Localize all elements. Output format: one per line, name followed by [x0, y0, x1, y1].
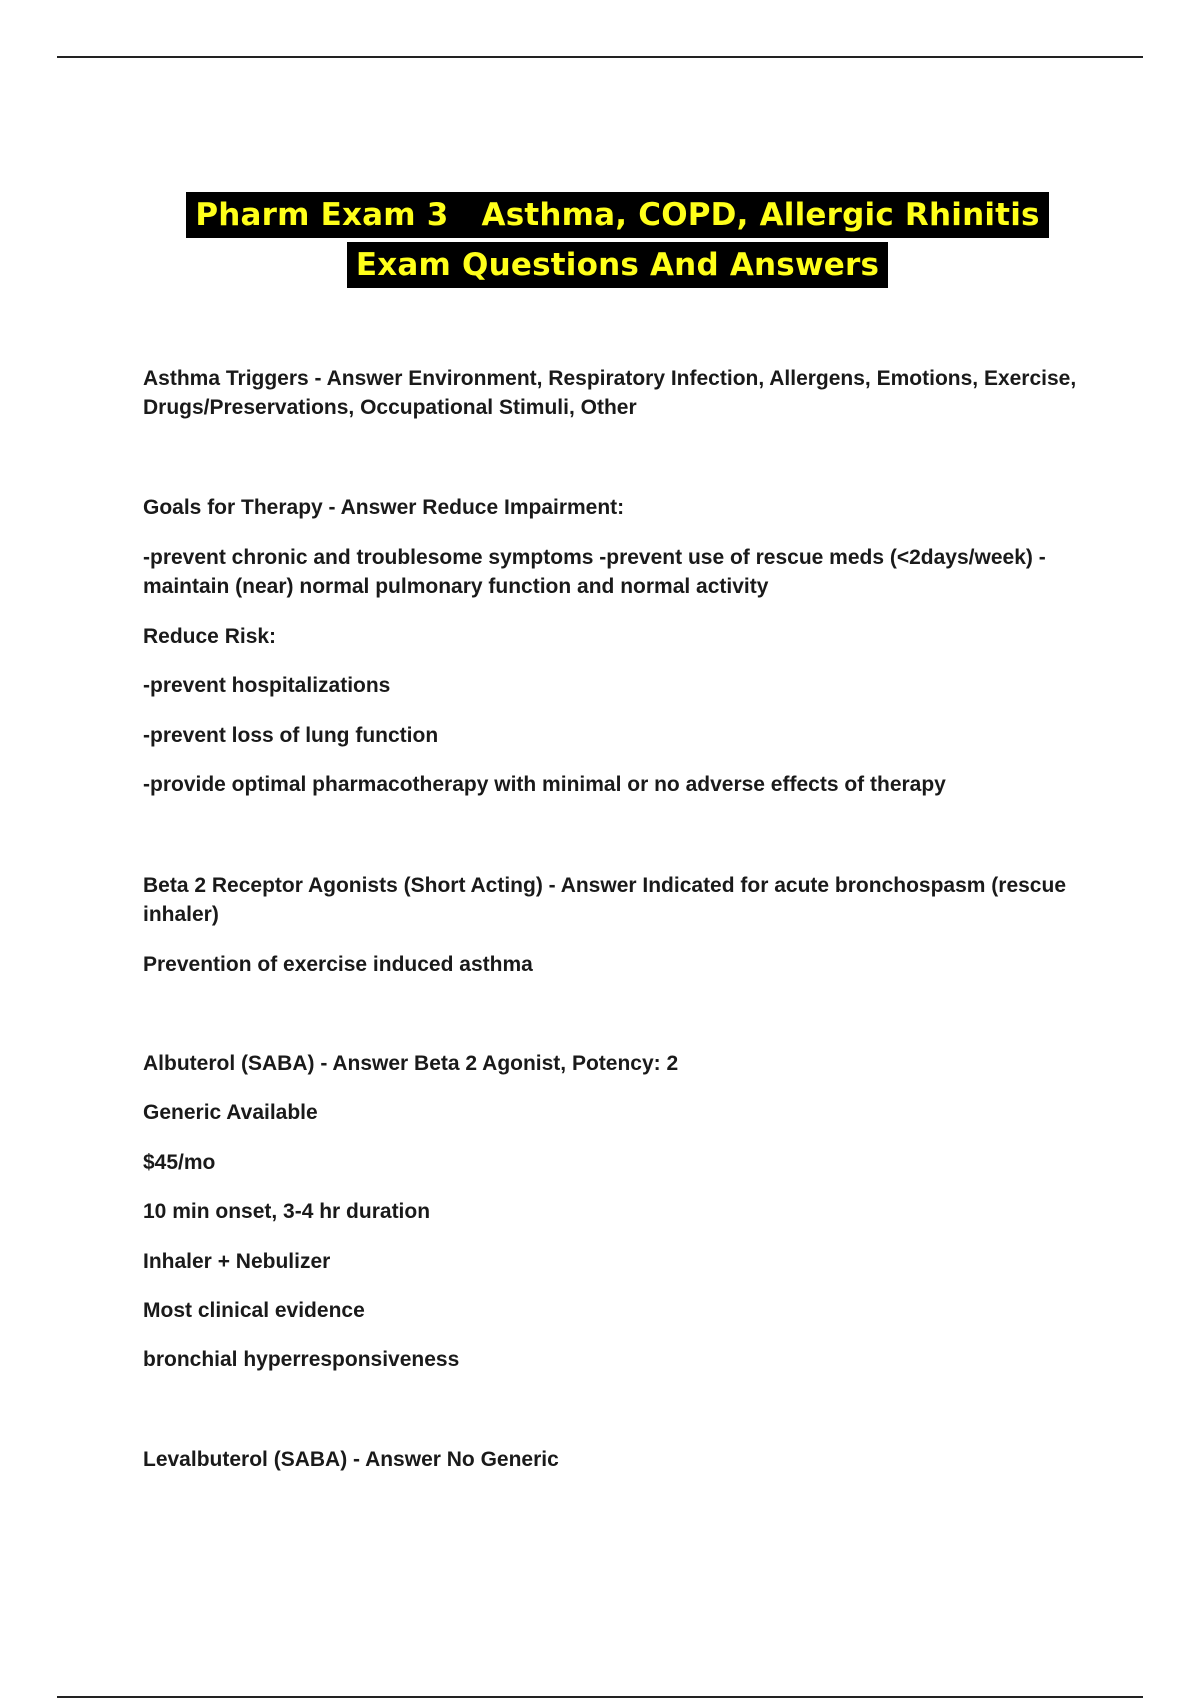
qa-paragraph-text: Prevention of exercise induced asthma	[143, 953, 533, 976]
qa-paragraph-text: bronchial hyperresponsiveness	[143, 1348, 460, 1371]
qa-paragraph	[143, 671, 1103, 700]
bottom-rule	[57, 1696, 1143, 1698]
qa-entry-beta2-short-acting	[143, 871, 1103, 929]
qa-paragraph	[143, 721, 1103, 750]
qa-paragraph	[143, 770, 1103, 799]
qa-paragraph	[143, 950, 1103, 979]
qa-paragraph	[143, 1247, 1103, 1276]
qa-paragraph	[143, 1345, 1103, 1374]
qa-paragraph	[143, 1148, 1103, 1177]
title-line-2: Exam Questions And Answers	[347, 242, 888, 288]
qa-question-answer: Asthma Triggers - Answer Environment, Respiratory Infection, Allergens, Emotions, Exercise, Drugs/Preservations, Occupational Stimuli, Other	[143, 367, 1077, 419]
qa-paragraph-text: -prevent loss of lung function	[143, 724, 439, 747]
qa-paragraph-text: Most clinical evidence	[143, 1299, 365, 1322]
qa-question-answer: Levalbuterol (SABA) - Answer No Generic	[143, 1448, 559, 1471]
qa-paragraph-text: 10 min onset, 3-4 hr duration	[143, 1200, 431, 1223]
qa-question-answer: Goals for Therapy - Answer Reduce Impairment:	[143, 496, 625, 519]
qa-entry-albuterol	[143, 1049, 1103, 1078]
qa-entry-goals-for-therapy	[143, 493, 1103, 522]
qa-paragraph-text: Inhaler + Nebulizer	[143, 1250, 331, 1273]
qa-paragraph	[143, 1197, 1103, 1226]
top-rule	[57, 56, 1143, 58]
title-line-1: Pharm Exam 3 Asthma, COPD, Allergic Rhinitis	[186, 192, 1048, 238]
qa-paragraph	[143, 622, 1103, 651]
qa-paragraph	[143, 543, 1103, 601]
qa-question-answer: Albuterol (SABA) - Answer Beta 2 Agonist, Potency: 2	[143, 1052, 679, 1075]
qa-paragraph-text: $45/mo	[143, 1151, 216, 1174]
qa-paragraph-text: -prevent chronic and troublesome symptoms -prevent use of rescue meds (<2days/week) -maintain (near) normal pulmonary function and normal activity	[143, 546, 1046, 598]
qa-paragraph-text: -prevent hospitalizations	[143, 674, 391, 697]
qa-paragraph	[143, 1098, 1103, 1127]
document-title	[0, 192, 1200, 288]
qa-paragraph	[143, 1296, 1103, 1325]
qa-paragraph-text: -provide optimal pharmacotherapy with minimal or no adverse effects of therapy	[143, 773, 946, 796]
qa-entry-asthma-triggers	[143, 364, 1103, 422]
qa-question-answer: Beta 2 Receptor Agonists (Short Acting) - Answer Indicated for acute bronchospasm (rescue inhaler)	[143, 874, 1066, 926]
qa-paragraph-text: Generic Available	[143, 1101, 318, 1124]
qa-paragraph-text: Reduce Risk:	[143, 625, 277, 648]
qa-entry-levalbuterol	[143, 1445, 1103, 1474]
